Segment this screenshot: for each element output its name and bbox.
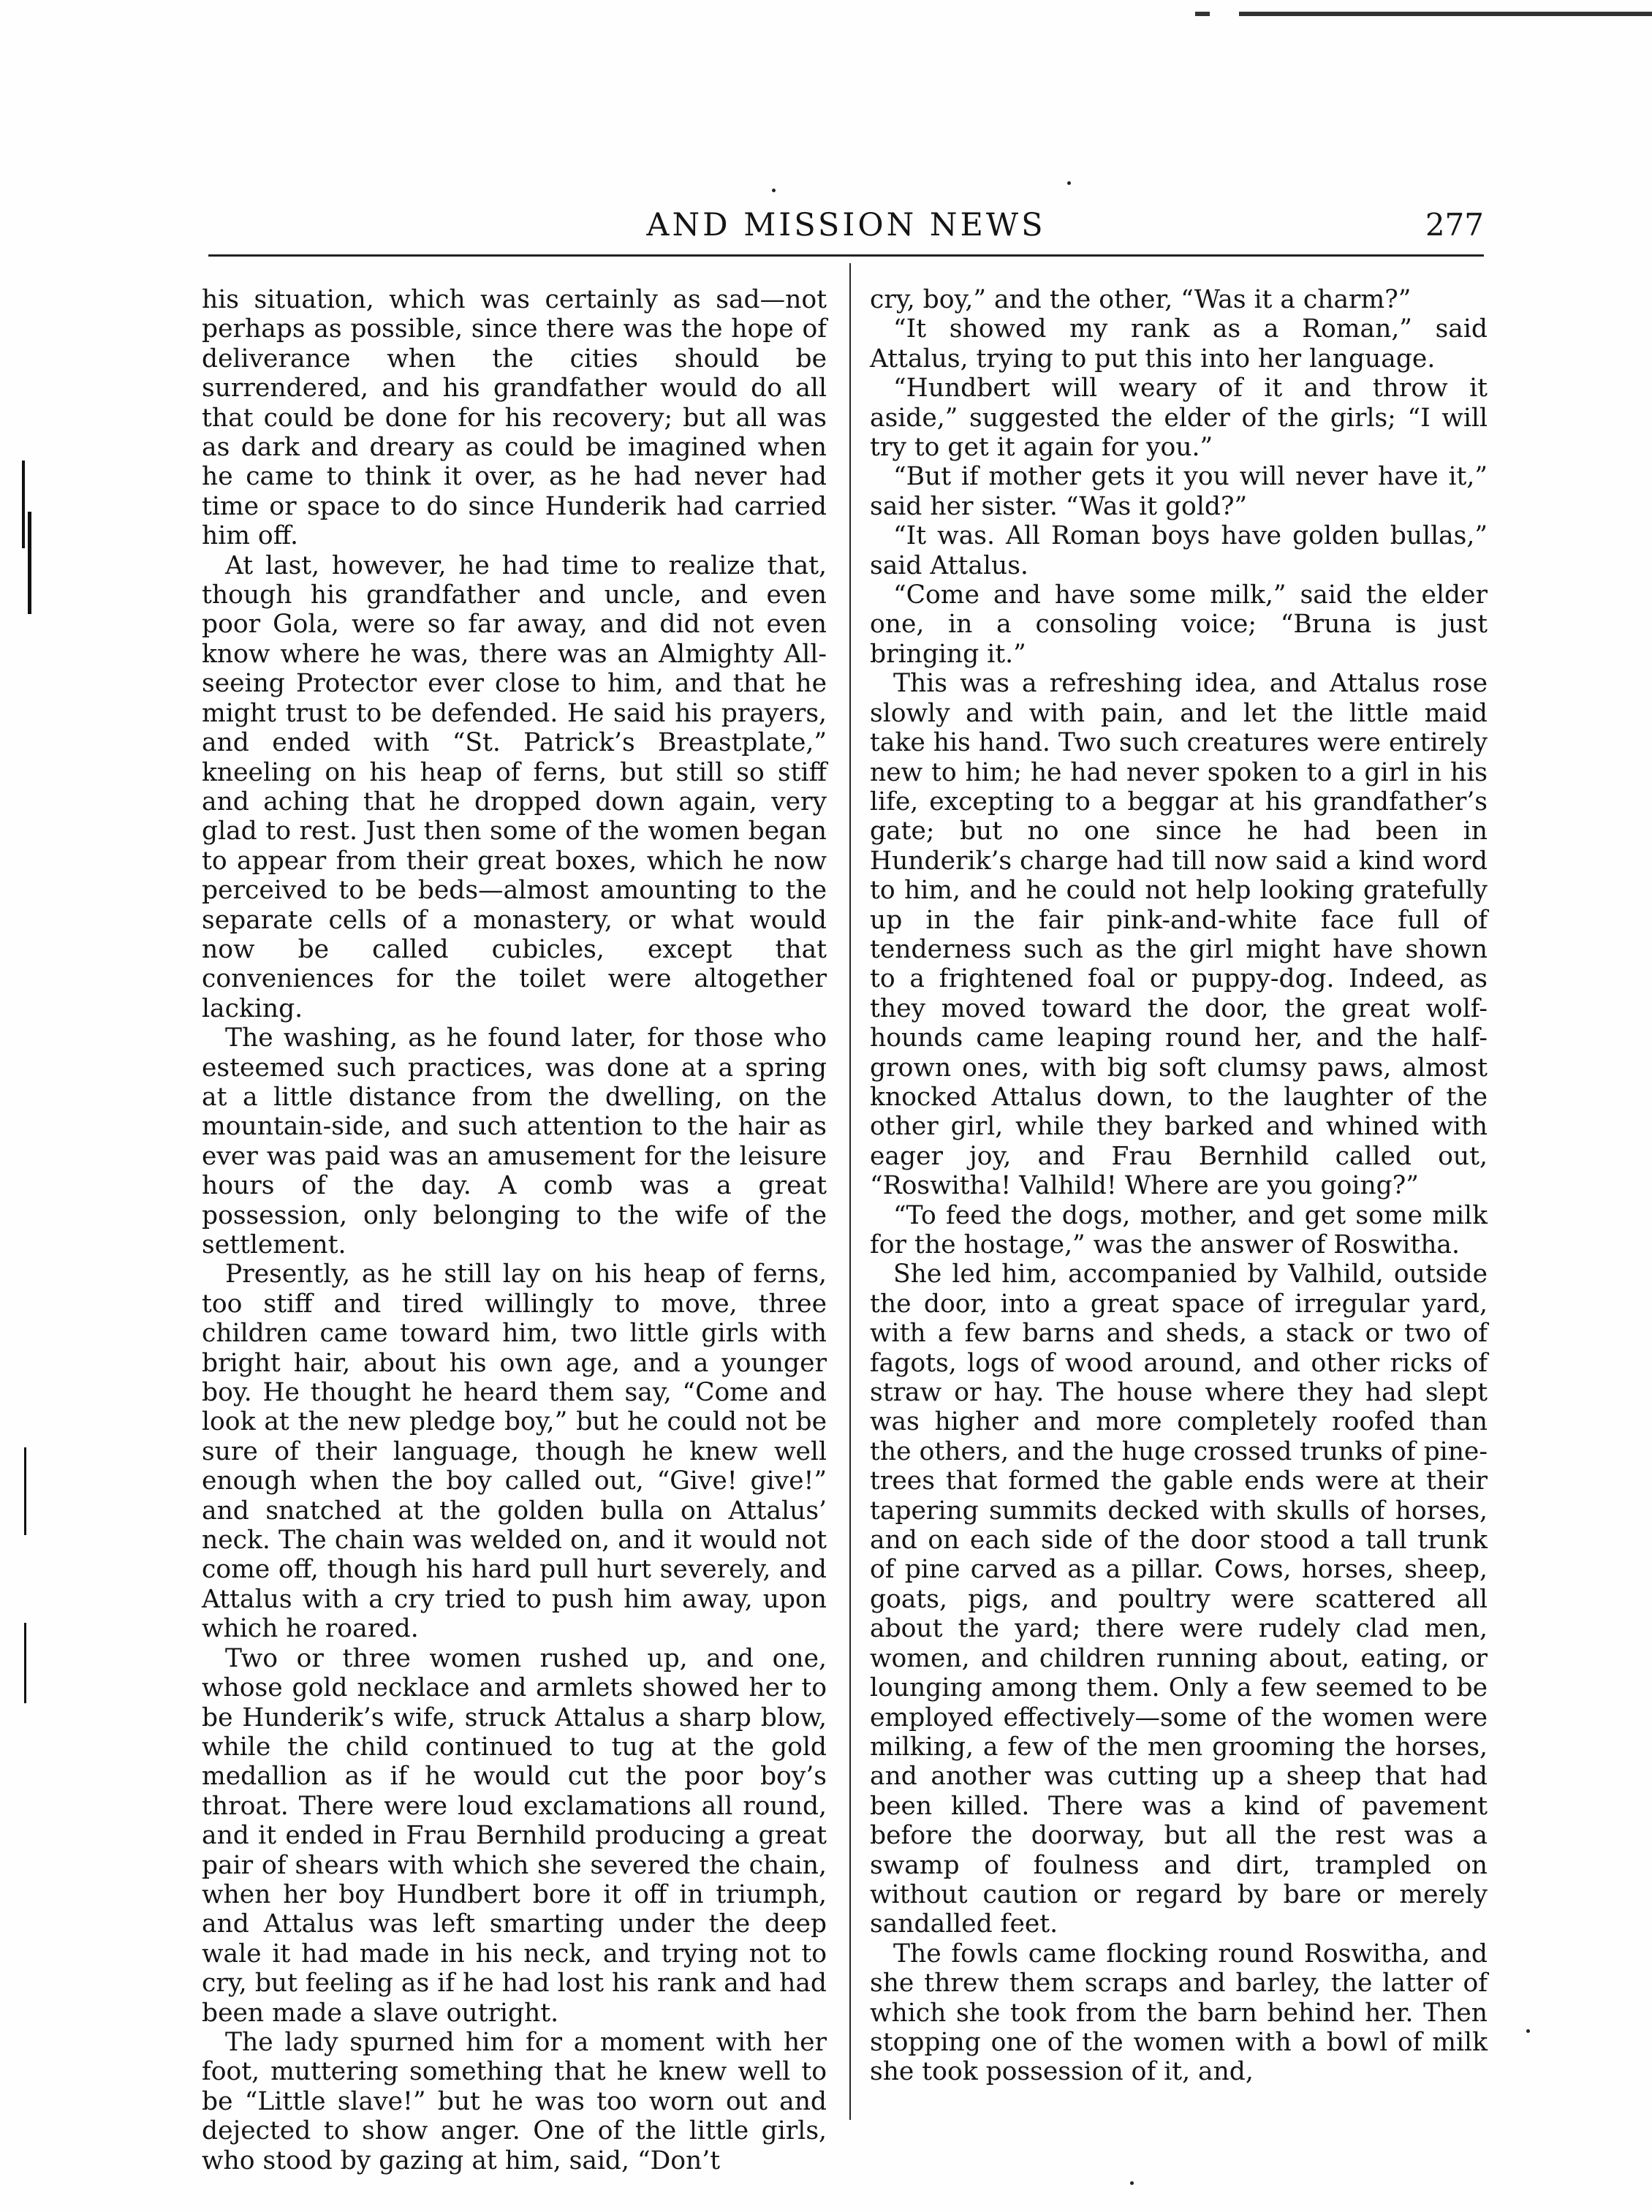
margin-binding-mark xyxy=(24,1623,26,1703)
page-number: 277 xyxy=(1425,207,1484,243)
margin-binding-mark xyxy=(22,461,25,548)
left-paragraph-3: The washing, as he found later, for those who esteemed such practices, was done at a spring at a little distance from the dwelling, on the mountain-side, and such attention to the hair as ever was paid was an amusement for the leisure hours of the day. A comb was a great possession, only belonging to the wife of the settlement. xyxy=(202,1023,827,1260)
margin-binding-mark xyxy=(28,512,31,614)
right-paragraph-9: She led him, accompanied by Valhild, outside the door, into a great space of irregular yard, with a few barns and sheds, a stack or two of fagots, logs of wood around, and other ricks of straw or hay. The house where they had slept was higher and more completely roofed than the others, and the huge crossed trunks of pine-trees that formed the gable ends were at their tapering summits decked with skulls of horses, and on each side of the door stood a tall trunk of pine carved as a pillar. Cows, horses, sheep, goats, pigs, and poultry were scattered all about the yard; there were rudely clad men, women, and children running about, eating, or lounging among them. Only a few seemed to be employed effectively—some of the women were milking, a few of the men grooming the horses, and another was cutting up a sheep that had been killed. There was a kind of pavement before the doorway, but all the rest was a swamp of foulness and dirt, trampled on without caution or regard by bare or merely sandalled feet. xyxy=(870,1260,1488,1939)
right-paragraph-6: “Come and have some milk,” said the elder one, in a consoling voice; “Bruna is just bringing it.” xyxy=(870,580,1488,669)
right-text-column xyxy=(870,285,1488,2087)
column-divider xyxy=(849,263,851,2120)
right-paragraph-7: This was a refreshing idea, and Attalus rose slowly and with pain, and let the little maid take his hand. Two such creatures were entirely new to him; he had never spoken to a girl in his life, excepting to a beggar at his grandfather’s gate; but no one since he had been in Hunderik’s charge had till now said a kind word to him, and he could not help looking gratefully up in the fair pink-and-white face full of tenderness such as the girl might have shown to a frightened foal or puppy-dog. Indeed, as they moved toward the door, the great wolf-hounds came leaping round her, and the half-grown ones, with big soft clumsy paws, almost knocked Attalus down, to the laughter of the other girl, while they barked and whined with eager joy, and Frau Bernhild called out, “Roswitha! Valhild! Where are you going?” xyxy=(870,669,1488,1201)
left-paragraph-5: Two or three women rushed up, and one, whose gold necklace and armlets showed her to be Hunderik’s wife, struck Attalus a sharp blow, while the child continued to tug at the gold medallion as if he would cut the poor boy’s throat. There were loud exclamations all round, and it ended in Frau Bernhild producing a great pair of shears with which she severed the chain, when her boy Hundbert bore it off in triumph, and Attalus was left smarting under the deep wale it had made in his neck, and trying not to cry, but feeling as if he had lost his rank and had been made a slave outright. xyxy=(202,1643,827,2028)
right-paragraph-3: “Hundbert will weary of it and throw it aside,” suggested the elder of the girls; “I will try to get it again for you.” xyxy=(870,374,1488,463)
right-paragraph-8: “To feed the dogs, mother, and get some milk for the hostage,” was the answer of Roswitha. xyxy=(870,1200,1488,1260)
printing-speck xyxy=(1067,181,1071,185)
margin-binding-mark xyxy=(24,1447,26,1535)
running-head: AND MISSION NEWS xyxy=(646,207,1046,243)
printing-speck xyxy=(1130,2181,1134,2185)
left-paragraph-1: his situation, which was certainly as sad—not perhaps as possible, since there was the hope of deliverance when the cities should be surrendered, and his grandfather would do all that could be done for his recovery; but all was as dark and dreary as could be imagined when he came to think it over, as he had never had time or space to do since Hunderik had carried him off. xyxy=(202,285,827,551)
left-text-column xyxy=(202,285,827,2175)
right-paragraph-4: “But if mother gets it you will never have it,” said her sister. “Was it gold?” xyxy=(870,462,1488,521)
right-paragraph-2: “It showed my rank as a Roman,” said Attalus, trying to put this into her language. xyxy=(870,314,1488,374)
left-paragraph-6: The lady spurned him for a moment with her foot, muttering something that he knew well to be “Little slave!” but he was too worn out and dejected to show anger. One of the little girls, who stood by gazing at him, said, “Don’t xyxy=(202,2027,827,2175)
left-paragraph-2: At last, however, he had time to realize that, though his grandfather and uncle, and even poor Gola, were so far away, and did not even know where he was, there was an Almighty All-seeing Protector ever close to him, and that he might trust to be defended. He said his prayers, and ended with “St. Patrick’s Breastplate,” kneeling on his heap of ferns, but still so stiff and aching that he dropped down again, very glad to rest. Just then some of the women began to appear from their great boxes, which he now perceived to be beds—almost amounting to the separate cells of a monastery, or what would now be called cubicles, except that conveniences for the toilet were altogether lacking. xyxy=(202,550,827,1023)
printing-speck xyxy=(1526,2029,1530,2033)
page-header xyxy=(208,203,1484,247)
right-paragraph-5: “It was. All Roman boys have golden bullas,” said Attalus. xyxy=(870,521,1488,580)
right-paragraph-1: cry, boy,” and the other, “Was it a charm?” xyxy=(870,285,1412,314)
header-rule xyxy=(208,254,1484,257)
printing-speck xyxy=(772,189,776,192)
left-paragraph-4: Presently, as he still lay on his heap of ferns, too stiff and tired willingly to move, three children came toward him, two little girls with bright hair, about his own age, and a younger boy. He thought he heard them say, “Come and look at the new pledge boy,” but he could not be sure of their language, though he knew well enough when the boy called out, “Give! give!” and snatched at the golden bulla on Attalus’ neck. The chain was welded on, and it would not come off, though his hard pull hurt severely, and Attalus with a cry tried to push him away, upon which he roared. xyxy=(202,1260,827,1644)
right-paragraph-10: The fowls came flocking round Roswitha, and she threw them scraps and barley, the latter of which she took from the barn behind her. Then stopping one of the women with a bowl of milk she took possession of it, and, xyxy=(870,1939,1488,2087)
top-edge-rule xyxy=(1184,12,1652,16)
